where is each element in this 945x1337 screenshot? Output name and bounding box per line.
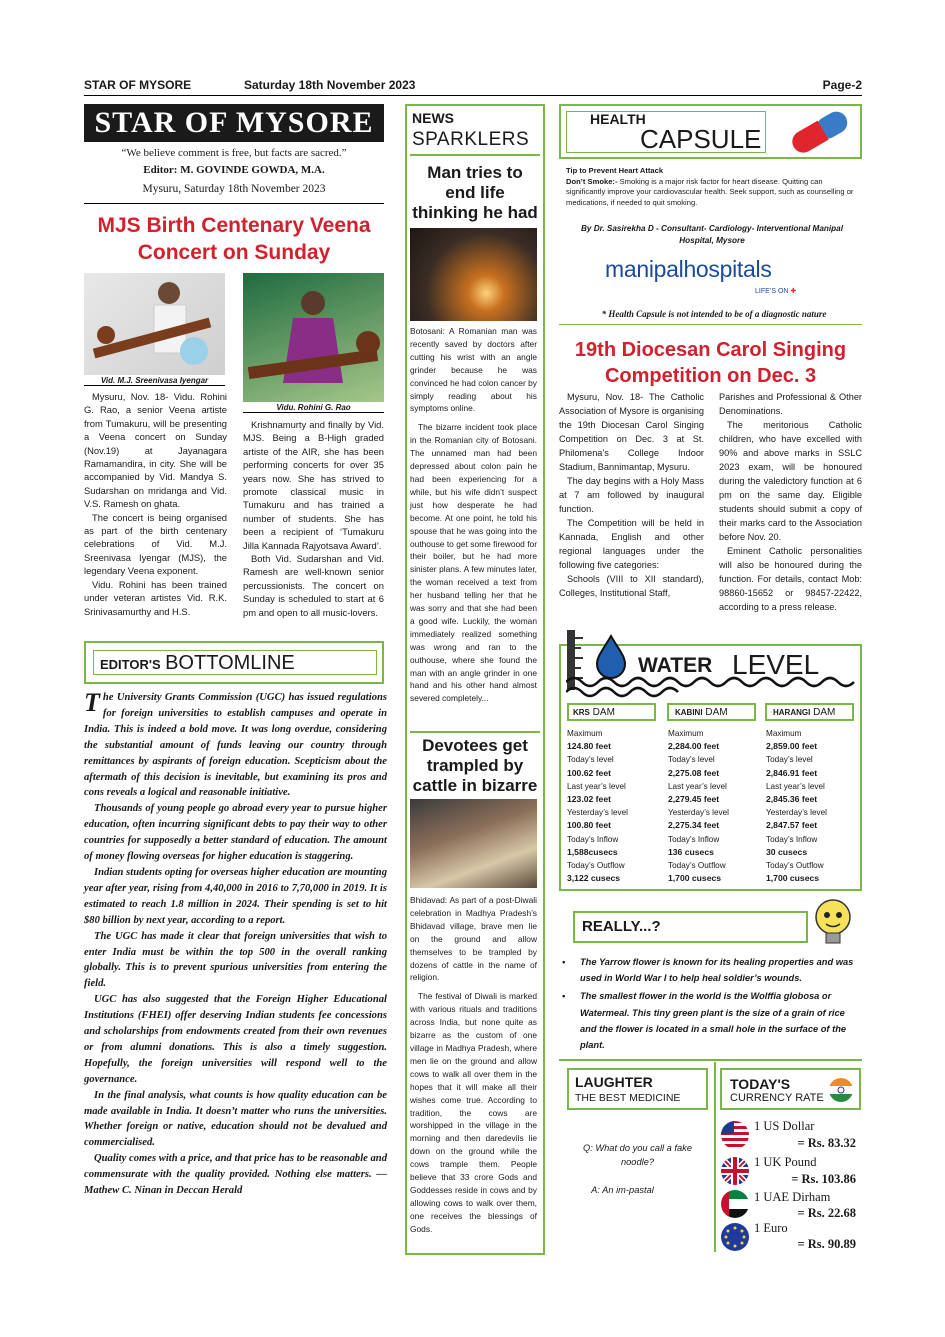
caption-sreenivasa: Vid. M.J. Sreenivasa Iyengar [84,376,225,386]
currency-unit: 1 UAE Dirham [754,1190,831,1204]
eu-flag-icon [720,1222,750,1252]
veena-para: Both Vid. Sudarshan and Vid. Ramesh are well-known senior percussionists. The concert on Sunday is scheduled to start at 6 pm and open to all music-lovers. [243,553,384,618]
editor-line: Editor: M. GOVINDE GOWDA, M.A. [143,164,325,176]
tip-title: Tip to Prevent Heart Attack [566,166,664,175]
dam-name: HARANGI [773,708,811,717]
news-para: The festival of Diwali is marked with various rituals and traditions across India, but none quite as bizarre as the custom of one village in Madhya Pradesh, where men lie on the ground and allow cows to walk all over them in the hopes that it will make all their wishes come true. According to tradition, the cows are worshipped in the village in the morning and then daredevils lie down on the ground while the cows trample them. People believe that 33 crore Gods and Goddesses reside in cows and by allowing cows to walk over them, one receives the blessings of Gods. [410,991,537,1234]
health-label: HEALTH [590,111,646,127]
stat-value: 100.80 feet [567,820,611,831]
news-para: Botosani: A Romanian man was recently saved by doctors after cutting his wrist with an angle grinder because he was convinced he had colon cancer by simply reading about his symptoms online. [410,326,537,414]
currency-unit: 1 US Dollar [754,1119,815,1133]
carol-para: The meritorious Catholic children, who have excelled with 90% and above marks in SSLC 2023 exam, will be honoured during the valedictory function at 6 pm on the same day. Eligible students should submit a copy of their marks card to the Association before Nov. 20. [719,420,862,542]
bottomline-label: BOTTOMLINE [165,652,295,674]
stat-value: 123.02 feet [567,794,611,805]
uae-flag-icon [720,1189,750,1219]
dam-suffix: DAM [813,707,836,718]
stat-label: Yesterday’s level [567,808,628,818]
stat-value: 2,845.36 feet [766,794,818,805]
stat-label: Today’s level [567,755,614,765]
stat-value: 2,284.00 feet [668,741,720,752]
pill-icon [782,108,862,156]
veena-para: Mysuru, Nov. 18- Vidu. Rohini G. Rao, a senior Veena artiste from Tumakuru, will be presenting a Veena concert on Sunday (Nov.19) at Jayanagara Ramamandira, in city. She will be accompanied by Vid. Mandya S. Sudarshan on mridanga and Vid. V.S. Ramesh on ghata. [84,391,227,510]
paper-name: STAR OF MYSORE [84,78,192,92]
news-para: The bizarre incident took place in the Romanian city of Botosani. The unnamed man had been depressed about colon pain he had been experiencing for a while, but his wife didn’t suspect just how desperate he had become. At one point, he told his spouse that he was going into the outhouse to get some firewood for their boiler, but he had more sinister plans. A few minutes later, the woman received a text from her husband telling her that he was sorry and that she had been a good wife. Luckily, the woman immediately realized something was wrong and ran to the outhouse, where she found the man with an angle grinder in one hand and his other hand almost severed completely... [410,422,537,704]
editorial-body: The University Grants Commission (UGC) has issued regulations for foreign universities to establish campuses and operate in India. This is indeed a bold move. It was long overdue, considering the substantial amount of funds leaving our country through remittances by aspirants of foreign education. Scepticism about the aftermath of this decision is inevitable, but examining its pros and cons reveals a logical and reasonable initiative. Thousands of young people go abroad every year to pursue higher education, often incurring significant debts to pay their way to other countries for supposedly a better standard of education. The amount of money flowing overseas for higher education is staggering. Indian students opting for overseas higher education are mounting year after year, rising from 4,40,000 in 2016 to 7,70,000 in 2019. It is estimated to reach 1.8 million in 2024. Their spending is set to hit $80 billion by next year, according to a report. The UGC has made it clear that foreign universities that wish to enter India must be within the top 500 in the overall ranking globally. This is to prevent spurious universities from entering the field. UGC has also suggested that the Foreign Higher Educational Institutions (FHEI) offer deserving Indian students fee concessions and scholarships from endowments created from their own revenues or from alumni donations. This is also a timely suggestion. Hopefully, the foreign universities will respond well to the governance. In the final analysis, what counts is how quality education can be made available in India. It doesn’t matter who runs the universities. Whether foreign or native, education should not be devalued and commercialised. Quality comes with a price, and that price has to be reasonable and commensurate with the quality provided. Nothing else matters. — Mathew C. Ninan in Deccan Herald [84,690,387,1199]
dam-stats-krs [567,727,662,885]
joke-answer: A: An im-pastal [591,1185,654,1195]
currency-value: = Rs. 103.86 [791,1172,856,1186]
page-header [84,76,862,96]
stat-value: 30 cusecs [766,846,808,857]
water-label: WATER [638,654,713,677]
caption-rohini: Vidu. Rohini G. Rao [243,403,384,413]
stat-label: Last year’s level [567,781,626,791]
stat-value: 1,700 cusecs [668,873,722,884]
stat-label: Yesterday’s level [668,808,729,818]
rate-row-aed [720,1187,860,1223]
carol-col2 [719,390,862,614]
tip-body: Smoking is a major risk factor for heart disease. Quitting can significantly improve your cardiovascular health. Seek support, such as counselling or medications, if needed to quit smoking. [566,176,854,207]
editorial-para: he University Grants Commission (UGC) has issued regulations for foreign universities to establish campuses and operate in India. This is indeed a bold move. It was long overdue, considering the substantial amount of funds leaving our country through remittances by aspirants of foreign education. Scepticism about the aftermath of this decision is inevitable, but examining its pros and cons reveals a logical and reasonable initiative. [84,692,387,799]
really-list [562,954,862,1053]
issue-date: Saturday 18th November 2023 [244,78,416,92]
health-note: * Health Capsule is not intended to be of a diagnostic nature [601,309,827,319]
dam-tab-harangi [765,703,854,721]
editorial-para: UGC has also suggested that the Foreign Higher Educational Institutions (FHEI) offer deserving Indian students fee concessions and scholarships from endowments created from their own revenues or from alumni donations. This is also a timely suggestion. Hopefully, the foreign universities will respond well to the governance. [84,994,387,1085]
stat-label: Last year’s level [668,781,727,791]
joke-question: Q: What do you call a fake noodle? [582,1143,693,1167]
currency-value: = Rs. 22.68 [797,1206,856,1220]
news-label: NEWS [412,110,454,126]
news-headline-1: Man tries to end life thinking he had [412,163,538,222]
carol-para: The Competition will be held in Kannada, English and other regional languages under the following five categories: [559,518,704,570]
list-item: • The smallest flower in the world is the Wolffia globosa or Watermeal. This tiny green plant is the size of a grain of rice and the flower is located in a small hole in the surface of the plant. [562,991,847,1051]
stat-label: Today’s Inflow [766,834,818,844]
stat-label: Today’s Inflow [668,834,720,844]
stat-value: 2,846.91 feet [766,767,818,778]
dam-suffix: DAM [592,707,615,718]
health-byline: By Dr. Sasirekha D - Consultant- Cardiology- Interventional Manipal Hospital, Mysore [580,224,844,245]
stat-label: Maximum [567,729,603,738]
stat-label: Today’s Outflow [567,861,625,871]
stat-label: Last year’s level [766,781,825,791]
rate-row-gbp [720,1154,860,1190]
currency-value: = Rs. 83.32 [797,1136,856,1150]
logo-tagline-text: LIFE’S ON [755,288,789,295]
masthead-title: STAR OF MYSORE [84,104,384,142]
veena-col2 [243,418,384,619]
currency-unit: 1 UK Pound [754,1155,817,1169]
currency-value: = Rs. 90.89 [797,1237,856,1251]
stat-label: Today’s level [766,755,813,765]
carol-para: Schools (VIII to XII standard), Colleges, Institutional Staff, [559,574,704,598]
editors-bottomline-banner [84,641,384,684]
stat-value: 3,122 cusecs [567,873,621,884]
stat-value: 124.80 feet [567,741,611,752]
editorial-para: The UGC has made it clear that foreign universities that wish to enter India must be within the top 500 in the overall ranking globally. This is to prevent spurious universities from entering the field. [84,930,387,990]
currency-subtitle: CURRENCY RATE [730,1092,824,1104]
uk-flag-icon [720,1156,750,1186]
carol-para: The day begins with a Holy Mass at 7 am followed by inaugural function. [559,476,704,514]
carol-headline: 19th Diocesan Carol Singing Competition on Dec. 3 [574,339,847,387]
manipal-logo: manipalhospitals [605,256,772,282]
currency-title: TODAY'S [730,1076,791,1092]
dateline: Mysuru, Saturday 18th November 2023 [142,183,326,195]
veena-headline: MJS Birth Centenary Veena Concert on Sunday [97,214,371,264]
carol-para: Mysuru, Nov. 18- The Catholic Association of Mysore is organising the 19th Diocesan Carol Singing Competition on Dec. 3 at St. Philomena’s College Indoor Stadium, Bannimantap, Mysuru. [559,392,704,472]
photo-sreenivasa [84,273,225,375]
capsule-label: CAPSULE [640,124,762,154]
dam-name: KABINI [675,708,703,717]
editorial-para: Thousands of young people go abroad every year to pursue higher education, often incurring significant debts to pay their way to other countries for supposedly a better standard of education. The amount of money flowing overseas for higher education is staggering. [84,803,387,863]
stat-value: 1,588cusecs [567,846,618,857]
editorial-para: In the final analysis, what counts is how quality education can be made available in India. It doesn’t matter who runs the universities. Whether foreign or native, education should not be devalued and commercialised. [84,1089,387,1149]
lightbulb-icon [808,895,858,953]
stat-value: 2,275.34 feet [668,820,720,831]
tip-lead: Don’t Smoke:- [566,176,618,186]
carol-col1 [559,390,704,600]
page-number: Page-2 [822,78,862,92]
stat-label: Yesterday’s level [766,808,827,818]
dam-tab-krs [567,703,656,721]
stat-label: Today’s Inflow [567,834,619,844]
stat-value: 2,859.00 feet [766,741,818,752]
stat-value: 136 cusecs [668,846,714,857]
fact-text: The smallest flower in the world is the Wolffia globosa or Watermeal. This tiny green plant is the size of a grain of rice and the flower is located in a small hole in the surface of the plant. [580,991,847,1051]
stat-value: 2,847.57 feet [766,820,818,831]
really-title: REALLY...? [582,918,661,935]
photo-rohini [243,273,384,402]
carol-para: Eminent Catholic personalities will also be honoured during the function. For details, contact Mob: 98860-15652 or 98457-22422, according to a press release. [719,546,862,612]
plus-icon: ✚ [790,288,797,295]
stat-label: Today’s level [668,755,715,765]
editor-label: EDITOR'S [100,657,161,672]
currency-unit: 1 Euro [754,1221,788,1235]
stat-value: 1,700 cusecs [766,873,820,884]
stat-value: 2,279.45 feet [668,794,720,805]
stat-label: Today’s Outflow [766,861,824,871]
level-label: LEVEL [732,649,820,680]
motto: “We believe comment is free, but facts are sacred.” [121,147,347,159]
logo-tagline [755,287,796,295]
dam-name: KRS [573,708,590,717]
news-para: Bhidavad: As part of a post-Diwali celebration in Madhya Pradesh’s Bhidavad village, brave men lie on the ground and allow themselves to be trampled by dozens of cattle in the name of religion. [410,895,537,983]
veena-para: Vidu. Rohini has been trained under veteran artistes Vid. R.K. Srinivasamurthy and H.S. [84,578,227,617]
sparklers-label: SPARKLERS [412,129,530,150]
india-flag-icon [828,1077,854,1103]
fact-text: The Yarrow flower is known for its healing properties and was used in World War I to help heal soldier’s wounds. [580,957,854,984]
us-flag-icon [720,1120,750,1150]
stat-value: 100.62 feet [567,767,611,778]
stat-label: Maximum [668,729,704,738]
laughter-title: LAUGHTER [575,1074,653,1090]
editorial-para: Indian students opting for overseas higher education are mounting year after year, rising from 4,40,000 in 2016 to 7,70,000 in 2019. It is estimated to reach 1.8 million in 2024. Their spending is set to hit $80 billion by next year, according to a report. [84,866,387,926]
dam-stats-kabini [668,727,763,885]
rate-row-eur [720,1220,860,1256]
news-headline-2: Devotees get trampled by cattle in bizarre [412,736,538,795]
dam-suffix: DAM [705,707,728,718]
laughter-subtitle: THE BEST MEDICINE [575,1092,681,1104]
stat-label: Maximum [766,729,802,738]
dam-stats-harangi [766,727,858,885]
photo-cattle-ritual [410,799,537,888]
news-story-2 [410,894,537,1236]
news-story-1 [410,325,537,705]
stat-value: 2,275.08 feet [668,767,720,778]
veena-para: The concert is being organised as part of the birth centenary celebrations of Vid. M.J. Sreenivasa Iyengar (MJS), the legendary Veena exponent. [84,511,227,577]
health-tip [566,166,862,208]
veena-para: Krishnamurty and finally by Vid. MJS. Being a B-High graded artiste of the AIR, she has been performing concerts for over 35 years now. She has strived to promote classical music in Tumakuru and has trained a number of students. She has been a recipient of ‘Tumakuru Jilla Kannada Rajyotsava Award’. [243,419,384,551]
dam-tab-kabini [667,703,756,721]
list-item: • The Yarrow flower is known for its healing properties and was used in World War I to help heal soldier’s wounds. [562,957,854,984]
carol-para: Parishes and Professional & Other Denominations. [719,392,862,416]
stat-label: Today’s Outflow [668,861,726,871]
editorial-para: Quality comes with a price, and that price has to be reasonable and commensurate with the quality provided. Nothing else matters. — Mathew C. Ninan in Deccan Herald [84,1153,387,1197]
veena-col1 [84,390,227,618]
rate-row-usd [720,1118,860,1154]
photo-angle-grinder [410,228,537,321]
